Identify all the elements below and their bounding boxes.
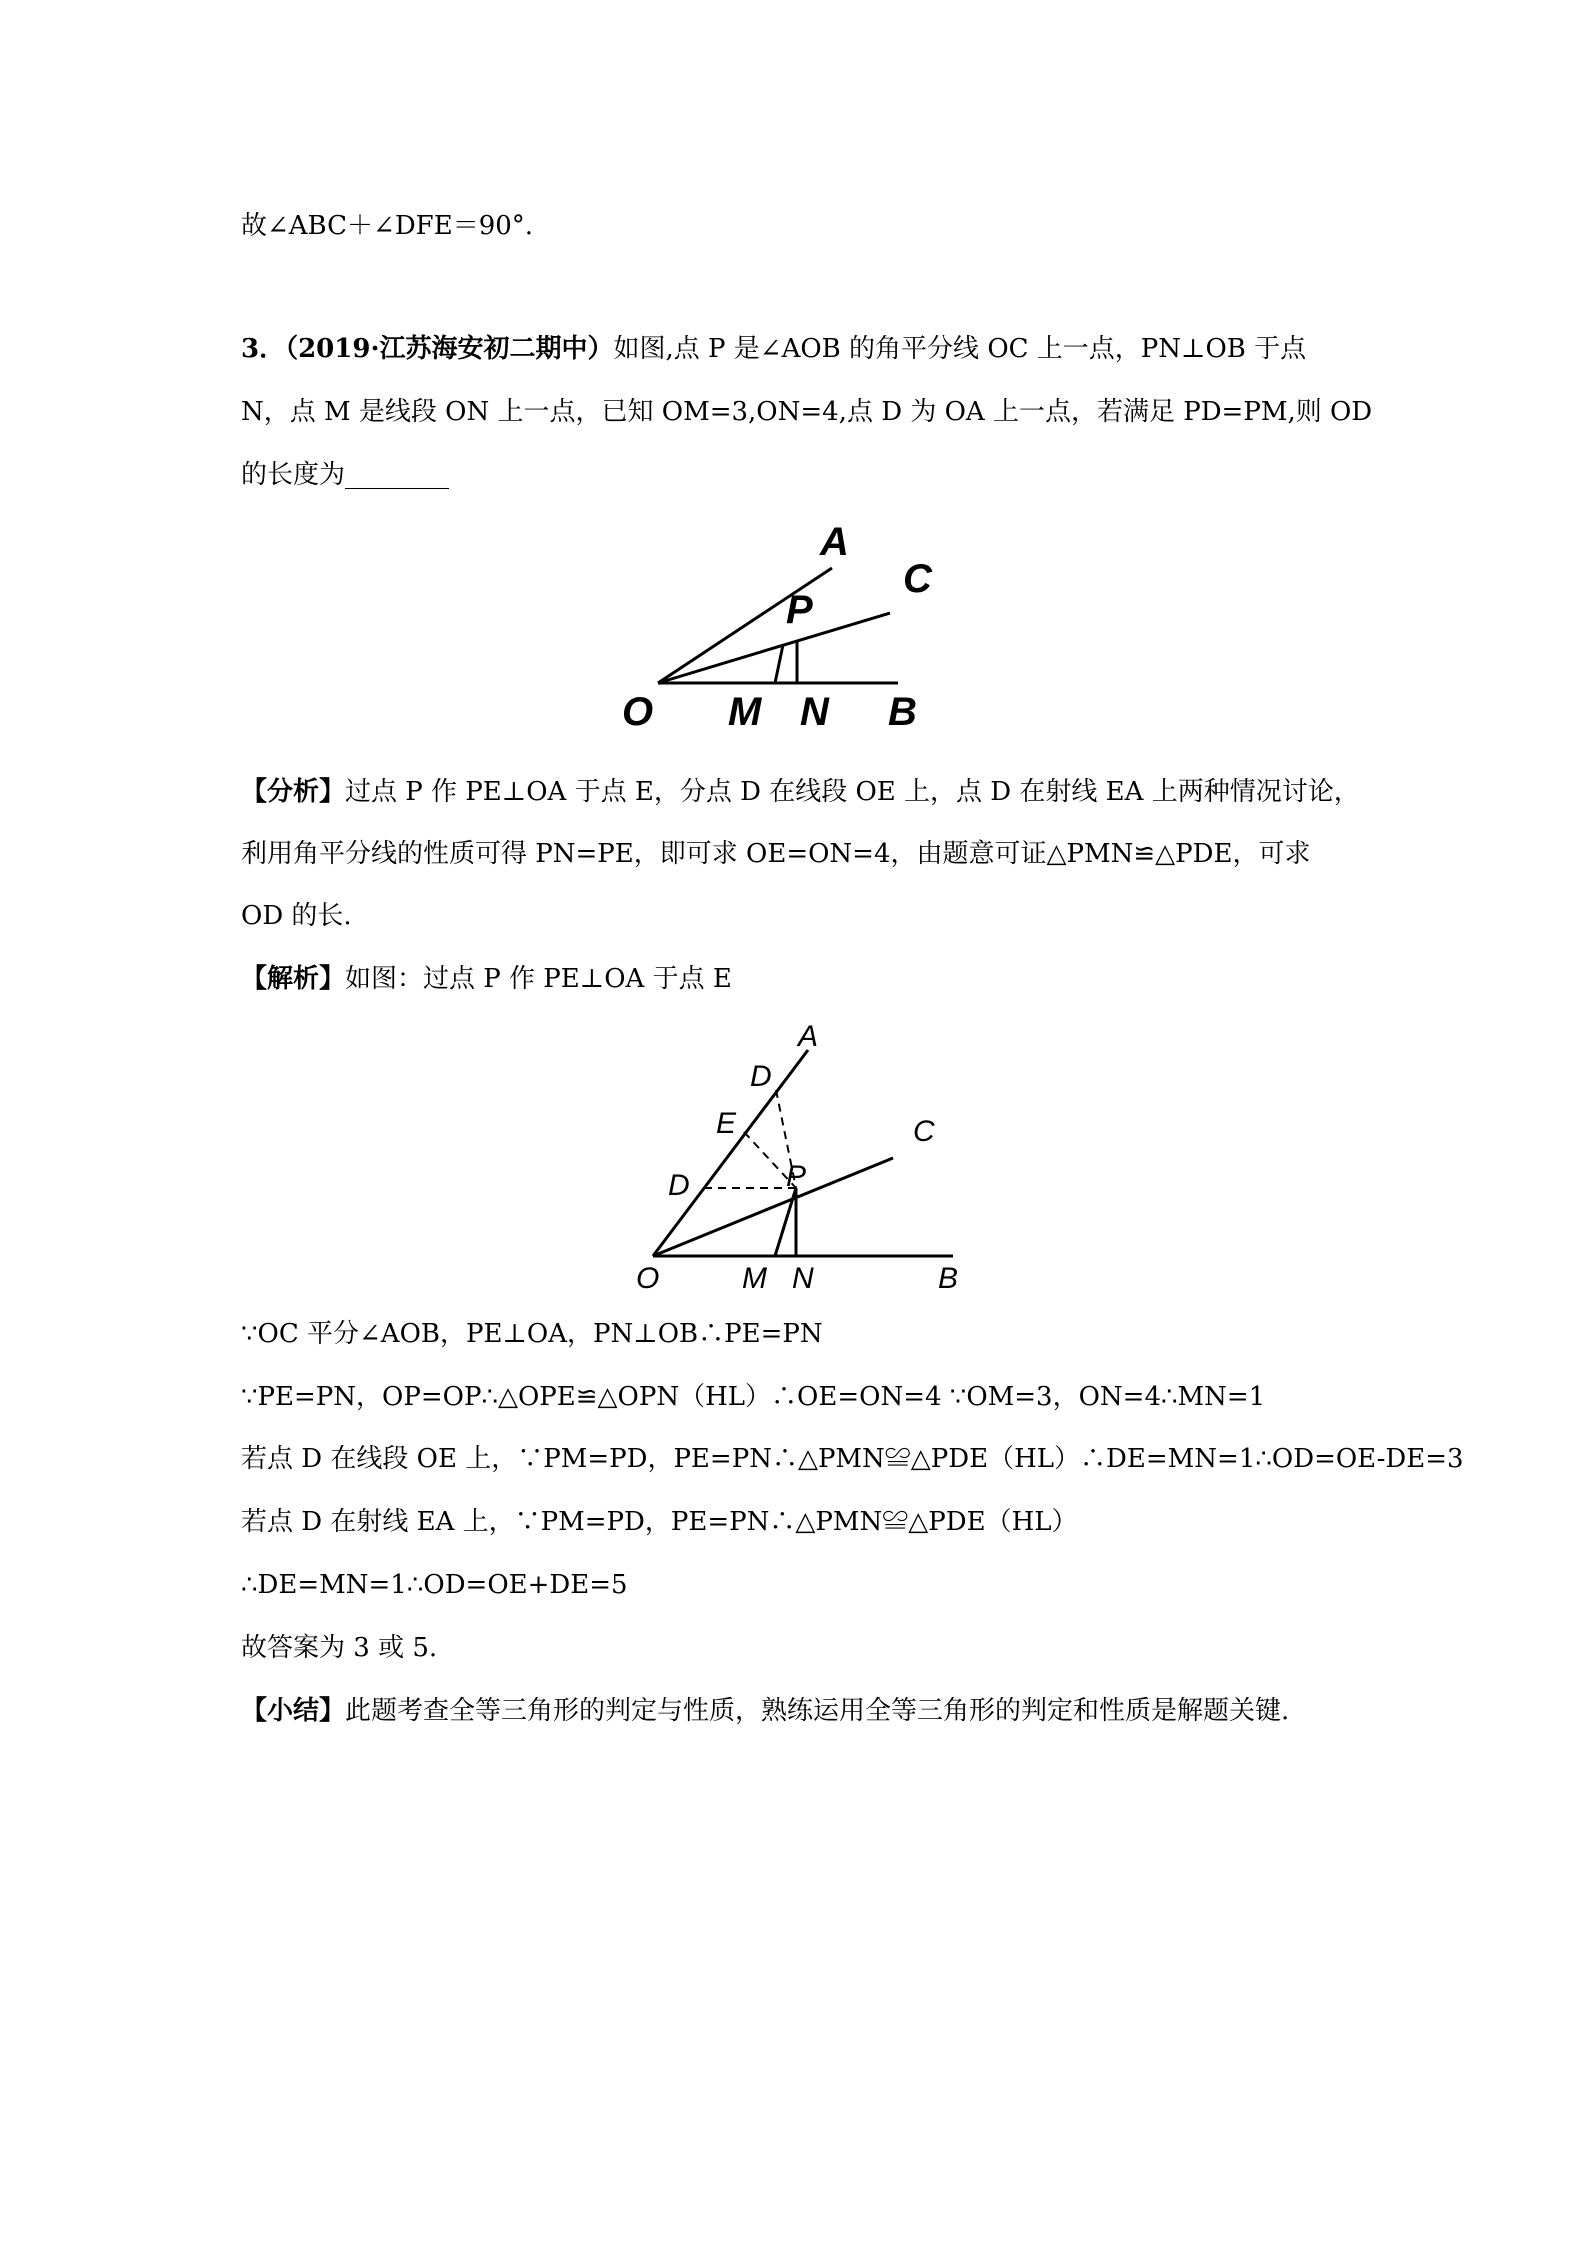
solution-line-4: 若点 D 在线段 OE 上，∵PM=PD，PE=PN∴△PMN≌△PDE（HL）∴DE=MN=1∴OD=OE-DE=3 bbox=[241, 1444, 1464, 1474]
ray-oc bbox=[658, 613, 890, 683]
label-m: M bbox=[728, 690, 762, 730]
label-p: P bbox=[786, 1160, 807, 1193]
analysis-line-1: 【分析】过点 P 作 PE⊥OA 于点 E，分点 D 在线段 OE 上，点 D 在射线 EA 上两种情况讨论， bbox=[241, 777, 1360, 807]
label-b: B bbox=[888, 690, 917, 730]
figure-1 bbox=[600, 520, 960, 730]
label-o: O bbox=[636, 1262, 660, 1295]
solution-line-2: ∵OC 平分∠AOB，PE⊥OA，PN⊥OB∴PE=PN bbox=[241, 1319, 823, 1349]
segment-pm bbox=[775, 645, 783, 683]
solution-tag: 【解析】 bbox=[241, 964, 346, 994]
label-e: E bbox=[716, 1107, 737, 1140]
solution-line-3: ∵PE=PN，OP=OP∴△OPE≌△OPN（HL）∴OE=ON=4 ∵OM=3，ON=4∴MN=1 bbox=[241, 1382, 1266, 1412]
problem-line-1 bbox=[241, 331, 1306, 367]
solution-line-7: 故答案为 3 或 5. bbox=[241, 1633, 438, 1663]
label-n: N bbox=[792, 1262, 814, 1295]
figure-2 bbox=[628, 1018, 988, 1308]
segment-pm bbox=[775, 1188, 796, 1256]
label-p: P bbox=[786, 588, 813, 632]
analysis-line-2: 利用角平分线的性质可得 PN=PE，即可求 OE=ON=4，由题意可证△PMN≌△PDE，可求 bbox=[241, 839, 1311, 869]
summary-line: 【小结】此题考查全等三角形的判定与性质，熟练运用全等三角形的判定和性质是解题关键. bbox=[241, 1696, 1290, 1726]
problem-line-3: 的长度为________ bbox=[241, 460, 450, 490]
solution-line-1: 【解析】如图：过点 P 作 PE⊥OA 于点 E bbox=[241, 964, 732, 994]
problem-line-2: N，点 M 是线段 ON 上一点，已知 OM=3,ON=4,点 D 为 OA 上一点，若满足 PD=PM,则 OD bbox=[241, 397, 1373, 427]
text-line-conclusion: 故∠ABC＋∠DFE＝90°. bbox=[241, 211, 534, 241]
solution-line-5: 若点 D 在射线 EA 上，∵PM=PD，PE=PN∴△PMN≌△PDE（HL） bbox=[241, 1507, 1078, 1537]
label-o: O bbox=[622, 690, 654, 730]
problem-source: （2019·江苏海安初二期中） bbox=[285, 334, 614, 364]
problem-text: 如图,点 P 是∠AOB 的角平分线 OC 上一点，PN⊥OB 于点 bbox=[613, 334, 1307, 364]
label-n: N bbox=[800, 690, 829, 730]
label-c: C bbox=[913, 1115, 935, 1148]
analysis-line-3: OD 的长. bbox=[241, 901, 352, 931]
problem-number: 3． bbox=[241, 334, 286, 364]
solution-line-6: ∴DE=MN=1∴OD=OE+DE=5 bbox=[241, 1570, 628, 1600]
label-c: C bbox=[903, 557, 932, 601]
label-a: A bbox=[820, 520, 849, 564]
label-m: M bbox=[742, 1262, 767, 1295]
summary-tag: 【小结】 bbox=[241, 1696, 346, 1726]
label-a: A bbox=[798, 1020, 819, 1053]
label-d-top: D bbox=[750, 1060, 772, 1093]
analysis-tag: 【分析】 bbox=[241, 777, 346, 807]
label-b: B bbox=[938, 1262, 959, 1295]
label-d-low: D bbox=[668, 1169, 690, 1202]
